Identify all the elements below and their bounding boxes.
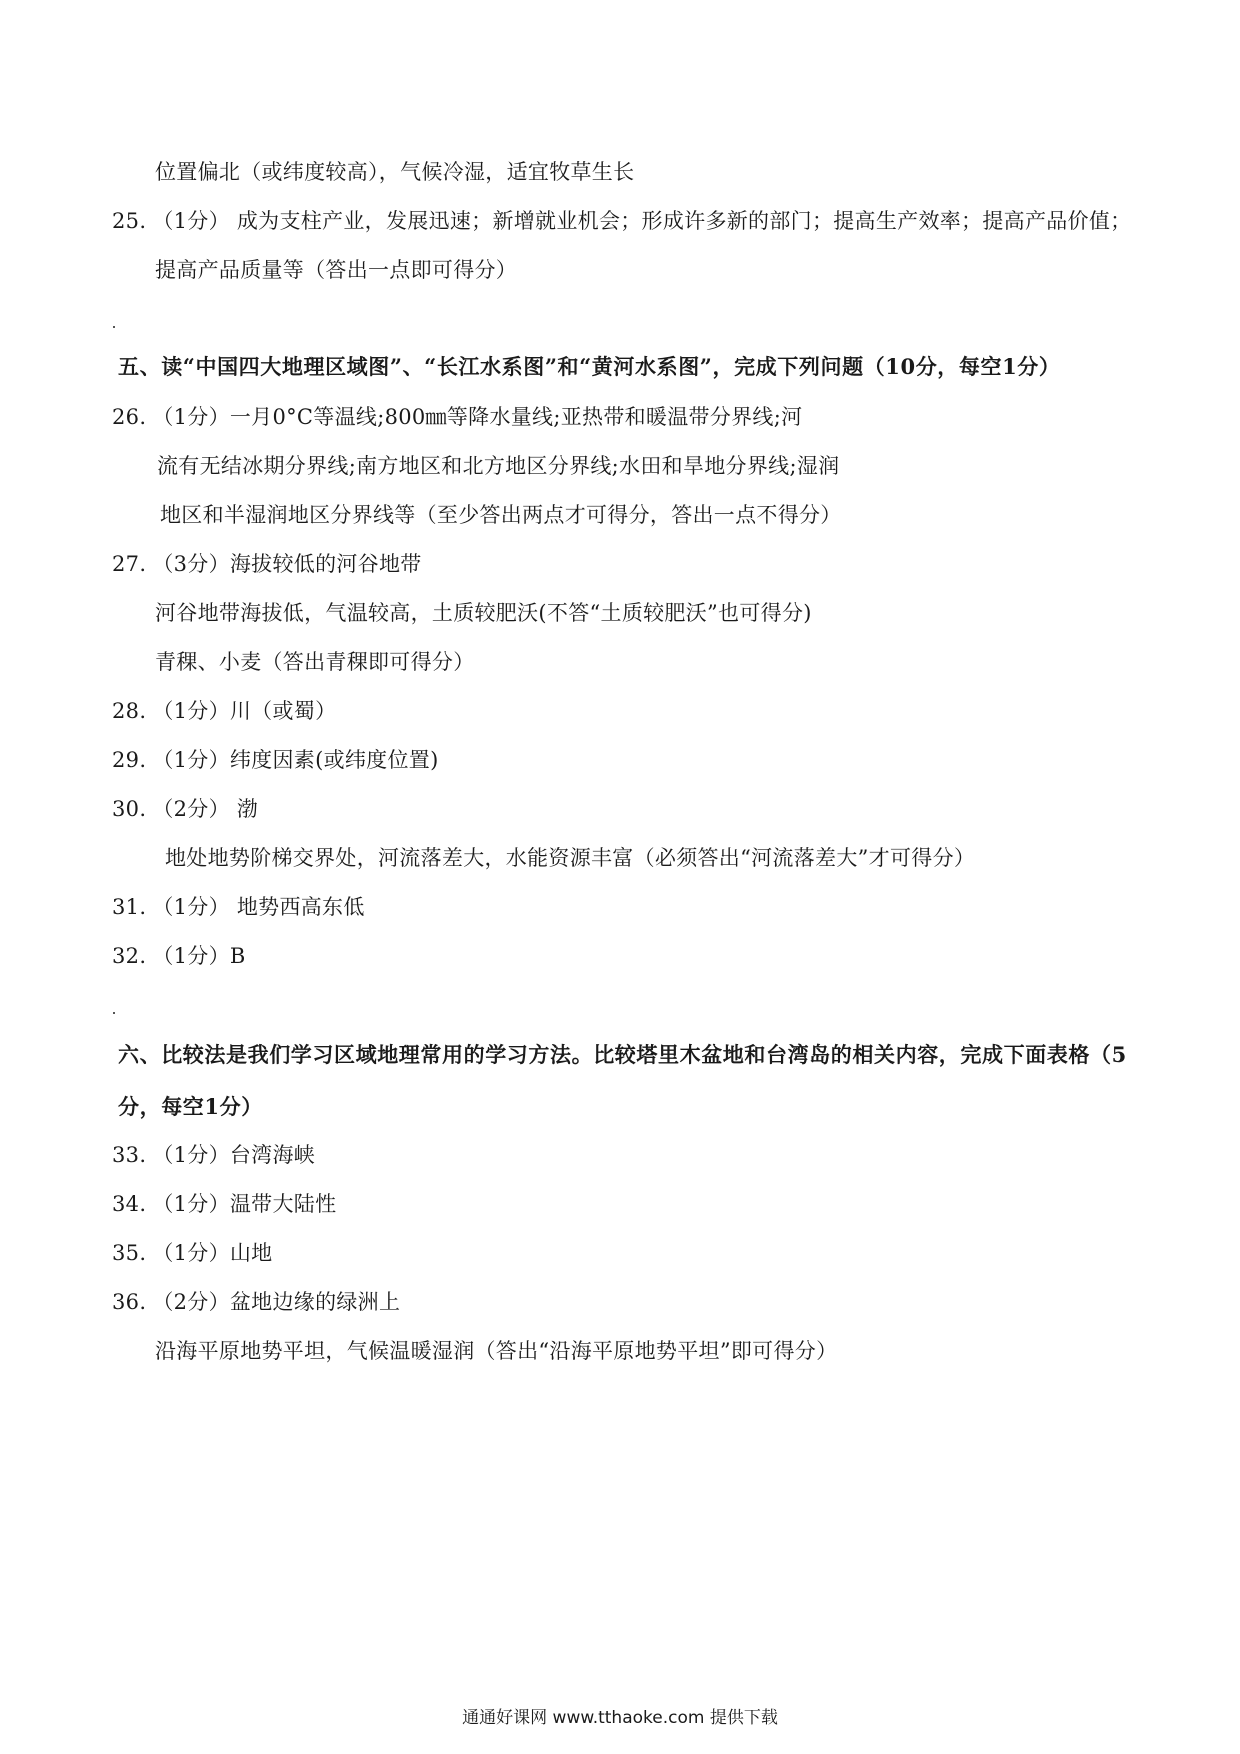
answer-34: [112, 1189, 336, 1219]
answer-text: （1分）台湾海峡: [152, 1143, 316, 1167]
answer-text: （2分） 渤: [152, 797, 259, 821]
answer-text: （1分）B: [152, 944, 246, 968]
page-footer: 通通好课网 www.tthaoke.com 提供下载: [462, 1708, 778, 1728]
answer-36-continuation: 沿海平原地势平坦，气候温暖湿润（答出“沿海平原地势平坦”即可得分）: [155, 1339, 838, 1363]
answer-27-continuation: 青稞、小麦（答出青稞即可得分）: [155, 650, 475, 674]
answer-26-continuation: 地区和半湿润地区分界线等（至少答出两点才可得分，答出一点不得分）: [160, 503, 842, 527]
section-five-heading: 五、读“中国四大地理区域图”、“长江水系图”和“黄河水系图”，完成下列问题（10分，每空1分）: [118, 354, 1061, 379]
answer-24-continuation: 位置偏北（或纬度较高），气候冷湿，适宜牧草生长: [155, 160, 635, 184]
answer-36: [112, 1287, 400, 1317]
answer-text: （1分）纬度因素(或纬度位置): [152, 748, 439, 772]
answer-26-continuation: 流有无结冰期分界线;南方地区和北方地区分界线;水田和旱地分界线;湿润: [157, 454, 840, 478]
answer-text: （1分）川（或蜀）: [152, 699, 337, 723]
answer-text: （1分）温带大陆性: [152, 1192, 337, 1216]
answer-text: （3分）海拔较低的河谷地带: [152, 552, 422, 576]
answer-25: [112, 206, 1131, 236]
question-number: 26.: [112, 405, 147, 429]
question-number: 34.: [112, 1192, 147, 1216]
question-number: 25.: [112, 209, 147, 233]
section-six-heading-continuation: 分，每空1分）: [118, 1094, 263, 1119]
answer-33: [112, 1140, 315, 1170]
stray-dot: [113, 1012, 115, 1014]
question-number: 36.: [112, 1290, 147, 1314]
answer-30-continuation: 地处地势阶梯交界处，河流落差大，水能资源丰富（必须答出“河流落差大”才可得分）: [165, 846, 976, 870]
answer-30: [112, 794, 258, 824]
question-number: 35.: [112, 1241, 147, 1265]
answer-27: [112, 549, 422, 579]
question-number: 32.: [112, 944, 147, 968]
answer-25-continuation: 提高产品质量等（答出一点即可得分）: [155, 258, 518, 282]
answer-31: [112, 892, 365, 922]
answer-28: [112, 696, 336, 726]
answer-32: [112, 941, 246, 971]
stray-dot: [113, 326, 115, 328]
answer-text: （2分）盆地边缘的绿洲上: [152, 1290, 401, 1314]
answer-35: [112, 1238, 272, 1268]
question-number: 31.: [112, 895, 147, 919]
section-six-heading: 六、比较法是我们学习区域地理常用的学习方法。比较塔里木盆地和台湾岛的相关内容，完成下面表格（5: [118, 1042, 1127, 1067]
question-number: 29.: [112, 748, 147, 772]
answer-text: （1分） 成为支柱产业，发展迅速；新增就业机会；形成许多新的部门；提高生产效率；提高产品价值；: [152, 209, 1132, 233]
answer-26: [112, 402, 802, 432]
answer-text: （1分） 地势西高东低: [152, 895, 365, 919]
answer-text: （1分）一月0°C等温线;800㎜等降水量线;亚热带和暖温带分界线;河: [152, 405, 803, 429]
question-number: 28.: [112, 699, 147, 723]
question-number: 33.: [112, 1143, 147, 1167]
question-number: 30.: [112, 797, 147, 821]
question-number: 27.: [112, 552, 147, 576]
answer-text: （1分）山地: [152, 1241, 273, 1265]
answer-29: [112, 745, 439, 775]
answer-27-continuation: 河谷地带海拔低，气温较高，土质较肥沃(不答“土质较肥沃”也可得分): [155, 601, 812, 625]
